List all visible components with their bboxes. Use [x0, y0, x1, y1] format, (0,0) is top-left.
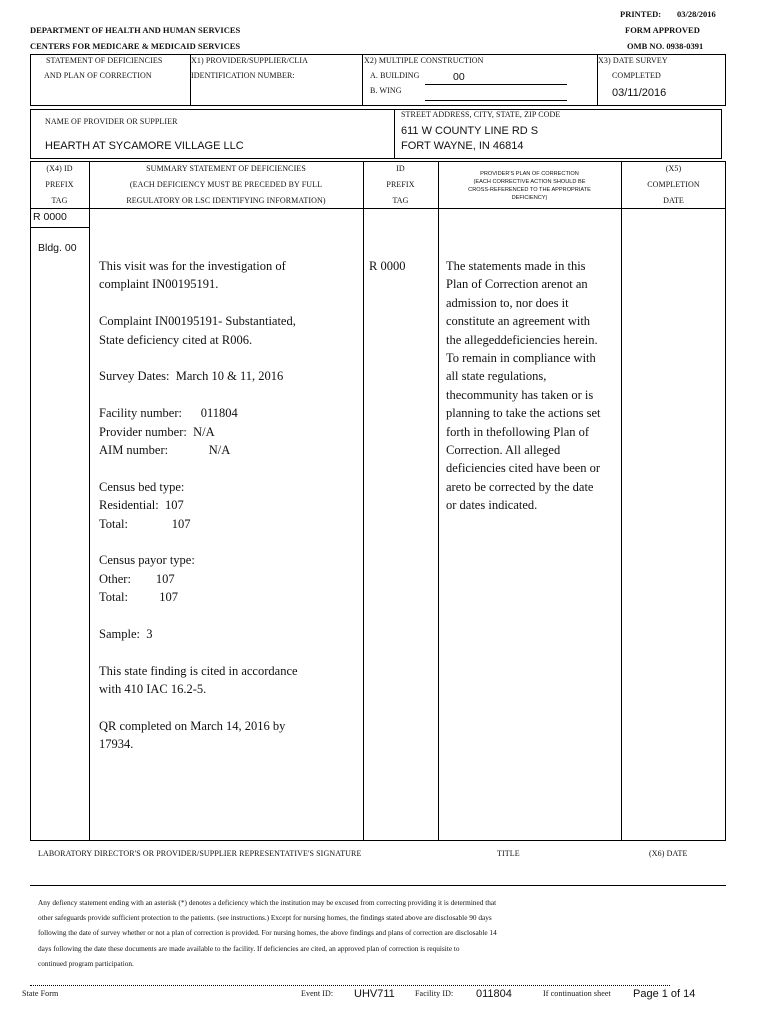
- summary-line: Total: 107: [99, 516, 191, 531]
- correction-line: the allegeddeficiencies herein.: [446, 332, 598, 347]
- x5-header-3: DATE: [663, 196, 684, 205]
- facility-id-value: 011804: [476, 988, 512, 1000]
- x5-header-2: COMPLETION: [647, 180, 700, 189]
- building-tag: Bldg. 00: [38, 242, 77, 254]
- state-form-label: State Form: [22, 989, 59, 998]
- summary-paragraph: [99, 662, 361, 699]
- x1-label-1: X1) PROVIDER/SUPPLIER/CLIA: [191, 56, 309, 65]
- summary-line: This state finding is cited in accordance: [99, 663, 298, 678]
- summary-line: Residential: 107: [99, 498, 184, 513]
- x3-label-1: X3) DATE SURVEY: [598, 56, 668, 65]
- x5-header-1: (X5): [665, 164, 682, 173]
- date-label: (X6) DATE: [649, 849, 688, 858]
- continuation-label: If continuation sheet: [543, 989, 611, 998]
- correction-line: forth in thefollowing Plan of: [446, 424, 590, 439]
- correction-line: deficiencies cited have been or: [446, 461, 601, 476]
- correction-line: thecommunity has taken or is: [446, 387, 594, 402]
- correction-line: planning to take the actions set: [446, 406, 601, 421]
- disclaimer-line: following the date of survey whether or not a plan of correction is provided. For nursing homes, the above findings and plans of correction are disclosable 14: [38, 928, 497, 938]
- summary-paragraph: [99, 404, 361, 459]
- correction-line: or dates indicated.: [446, 498, 538, 513]
- mid-tag: R 0000: [369, 259, 406, 273]
- provider-name-label: NAME OF PROVIDER OR SUPPLIER: [45, 117, 178, 126]
- poc-header-1: PROVIDER'S PLAN OF CORRECTION: [480, 171, 579, 177]
- omb-number: OMB NO. 0938-0391: [627, 41, 704, 51]
- summary-line: Census payor type:: [99, 553, 195, 568]
- survey-date-value: 03/11/2016: [612, 87, 667, 99]
- department-name: DEPARTMENT OF HEALTH AND HUMAN SERVICES: [30, 25, 241, 35]
- correction-line: areto be corrected by the date: [446, 479, 594, 494]
- statement-label-2: AND PLAN OF CORRECTION: [44, 71, 152, 80]
- summary-line: Total: 107: [99, 590, 178, 605]
- building-label: A. BUILDING: [370, 71, 420, 80]
- correction-line: all state regulations,: [446, 369, 547, 384]
- disclaimer-line: other safeguards provide sufficient protection to the patients. (see instructions.) Except for nursing homes, the findings stated above are disclosable 90 days: [38, 913, 492, 923]
- disclaimer-line: Any defiency statement ending with an asterisk (*) denotes a deficiency which the institution may be excused from correcting providing it is determined that: [38, 898, 497, 907]
- disclaimer-line: continued program participation.: [38, 958, 134, 968]
- wing-label: B. WING: [370, 86, 402, 95]
- x4-header-1: (X4) ID: [46, 164, 73, 173]
- street-address: 611 W COUNTY LINE RD S: [401, 125, 539, 137]
- disclaimer-text: [38, 895, 718, 971]
- disclaimer-line: days following the date these documents are made available to the facility. If deficiencies are cited, an approved plan of correction is requisite to: [38, 943, 460, 953]
- summary-line: Facility number: 011804: [99, 406, 238, 421]
- id-header-2: PREFIX: [386, 180, 415, 189]
- summary-paragraph: [99, 312, 361, 349]
- poc-header-2: (EACH CORRECTIVE ACTION SHOULD BE: [473, 179, 586, 185]
- statement-label-1: STATEMENT OF DEFICIENCIES: [46, 56, 163, 65]
- printed-label: PRINTED:: [620, 9, 662, 19]
- summary-line: 17934.: [99, 737, 134, 752]
- correction-line: The statements made in this: [446, 259, 586, 273]
- correction-line: Plan of Correction arenot an: [446, 277, 588, 292]
- poc-header-3: CROSS-REFERENCED TO THE APPROPRIATE: [468, 187, 591, 193]
- plan-of-correction: [446, 257, 618, 515]
- summary-line: This visit was for the investigation of: [99, 259, 286, 273]
- title-label: TITLE: [497, 849, 520, 858]
- form-approved: FORM APPROVED: [625, 25, 700, 35]
- summary-line: Census bed type:: [99, 479, 185, 494]
- summary-paragraph: [99, 257, 361, 294]
- summary-line: with 410 IAC 16.2-5.: [99, 682, 207, 697]
- summary-line: complaint IN00195191.: [99, 277, 219, 292]
- summary-paragraph: [99, 717, 361, 754]
- summary-line: Other: 107: [99, 571, 175, 586]
- centers-name: CENTERS FOR MEDICARE & MEDICAID SERVICES: [30, 41, 241, 51]
- page-number: Page 1 of 14: [633, 988, 696, 1000]
- summary-line: Complaint IN00195191- Substantiated,: [99, 314, 296, 329]
- correction-line: To remain in compliance with: [446, 351, 596, 366]
- left-tag: R 0000: [33, 211, 67, 223]
- correction-line: admission to, nor does it: [446, 295, 569, 310]
- summary-line: QR completed on March 14, 2016 by: [99, 719, 286, 734]
- id-header-3: TAG: [392, 196, 409, 205]
- provider-name: HEARTH AT SYCAMORE VILLAGE LLC: [45, 140, 244, 152]
- city-state-zip: FORT WAYNE, IN 46814: [401, 140, 524, 152]
- summary-line: Sample: 3: [99, 627, 153, 642]
- printed-date: 03/28/2016: [677, 9, 716, 19]
- summary-line: Survey Dates: March 10 & 11, 2016: [99, 369, 284, 384]
- summary-paragraph: [99, 551, 361, 606]
- correction-line: Correction. All alleged: [446, 443, 561, 458]
- summary-paragraph: [99, 625, 361, 643]
- summary-paragraph: [99, 367, 361, 385]
- summary-paragraph: [99, 478, 361, 533]
- summary-line: AIM number: N/A: [99, 443, 231, 458]
- x1-label-2: IDENTIFICATION NUMBER:: [191, 71, 295, 80]
- correction-line: constitute an agreement with: [446, 314, 591, 329]
- poc-header-4: DEFICIENCY): [511, 195, 548, 201]
- address-label: STREET ADDRESS, CITY, STATE, ZIP CODE: [401, 110, 561, 119]
- x4-header-2: PREFIX: [45, 180, 74, 189]
- summary-line: Provider number: N/A: [99, 424, 215, 439]
- event-id-value: UHV711: [354, 988, 395, 1000]
- event-id-label: Event ID:: [301, 989, 334, 998]
- summary-header-1: SUMMARY STATEMENT OF DEFICIENCIES: [146, 164, 306, 173]
- summary-header-3: REGULATORY OR LSC IDENTIFYING INFORMATION): [126, 196, 326, 205]
- summary-line: State deficiency cited at R006.: [99, 332, 253, 347]
- signature-label: LABORATORY DIRECTOR'S OR PROVIDER/SUPPLIER REPRESENTATIVE'S SIGNATURE: [38, 849, 362, 858]
- summary-header-2: (EACH DEFICIENCY MUST BE PRECEDED BY FULL: [129, 180, 323, 189]
- facility-id-label: Facility ID:: [415, 989, 454, 998]
- summary-statement: [99, 257, 361, 754]
- x2-label: X2) MULTIPLE CONSTRUCTION: [364, 56, 484, 65]
- x3-label-2: COMPLETED: [612, 71, 661, 80]
- id-header-1: ID: [396, 164, 405, 173]
- building-value: 00: [453, 71, 465, 83]
- x4-header-3: TAG: [51, 196, 68, 205]
